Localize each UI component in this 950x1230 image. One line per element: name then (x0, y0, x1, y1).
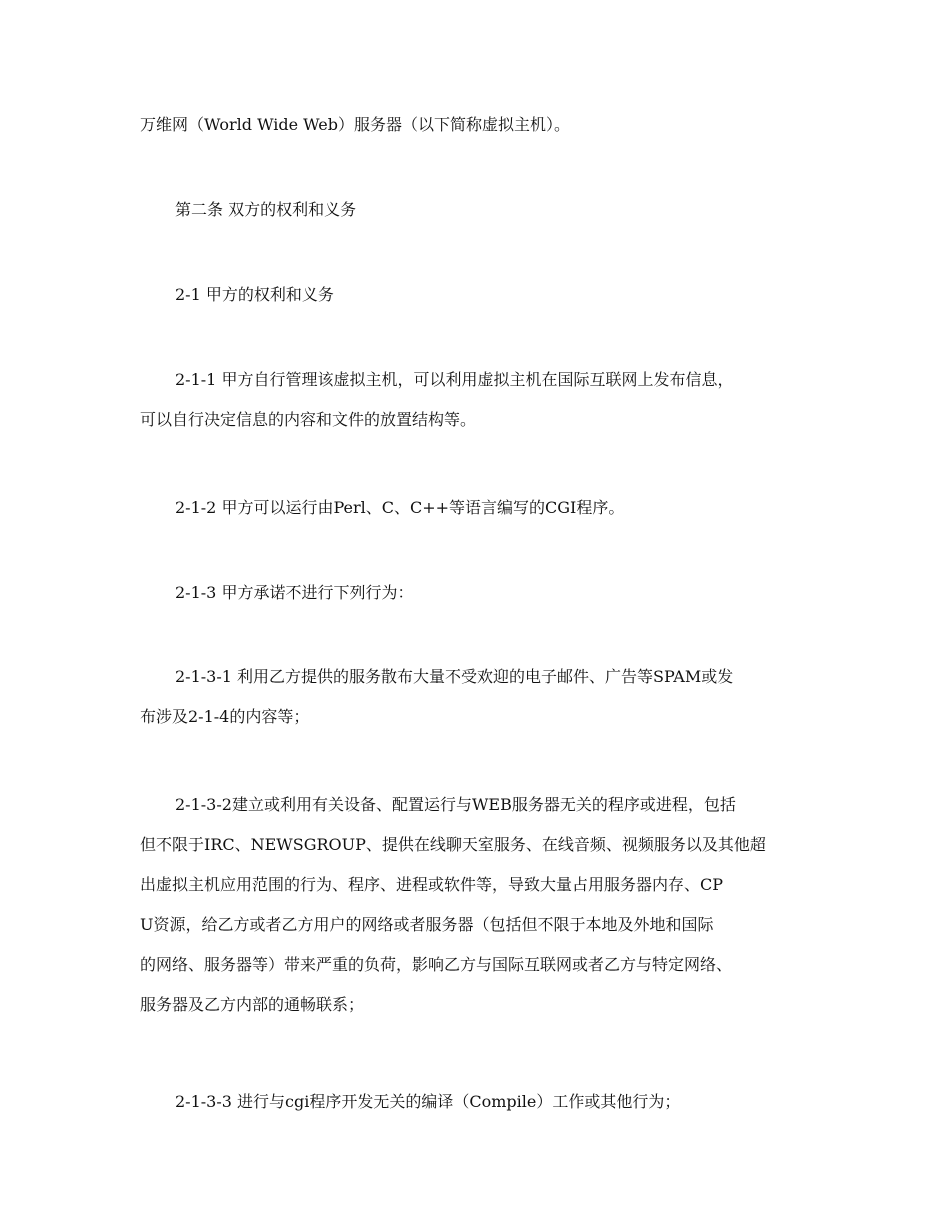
paragraph-line: 2-1-3 甲方承诺不进行下列行为： (175, 583, 414, 602)
article-heading (140, 196, 830, 224)
paragraph-line: 出虚拟主机应用范围的行为、程序、进程或软件等，导致大量占用服务器内存、CP (140, 875, 724, 894)
paragraph-line: 2-1-3-2建立或利用有关设备、配置运行与WEB服务器无关的程序或进程，包括 (175, 795, 736, 814)
paragraph-line: U资源，给乙方或者乙方用户的网络或者服务器（包括但不限于本地及外地和国际 (140, 915, 714, 934)
paragraph-line: 的网络、服务器等）带来严重的负荷，影响乙方与国际互联网或者乙方与特定网络、 (140, 955, 733, 974)
paragraph-line: 2-1 甲方的权利和义务 (175, 285, 334, 304)
paragraph-line: 但不限于IRC、NEWSGROUP、提供在线聊天室服务、在线音频、视频服务以及其他超 (140, 835, 766, 854)
clause-2-1-1 (140, 366, 830, 434)
paragraph-line: 服务器及乙方内部的通畅联系； (140, 995, 365, 1014)
paragraph-line: 2-1-2 甲方可以运行由Perl、C、C++等语言编写的CGI程序。 (175, 498, 625, 517)
paragraph-line: 万维网（World Wide Web）服务器（以下简称虚拟主机）。 (140, 115, 571, 134)
paragraph-line: 2-1-3-1 利用乙方提供的服务散布大量不受欢迎的电子邮件、广告等SPAM或发 (175, 667, 734, 686)
paragraph-line: 2-1-3-3 进行与cgi程序开发无关的编译（Compile）工作或其他行为； (175, 1092, 681, 1111)
paragraph-line: 可以自行决定信息的内容和文件的放置结构等。 (140, 410, 477, 429)
section-heading (140, 281, 830, 309)
clause-2-1-3 (140, 579, 830, 607)
paragraph-line: 布涉及2-1-4的内容等； (140, 707, 310, 726)
clause-2-1-3-2 (140, 791, 830, 1019)
clause-2-1-3-3 (140, 1088, 830, 1116)
clause-2-1-2 (140, 494, 830, 522)
clause-2-1-3-1 (140, 663, 830, 731)
paragraph-line: 2-1-1 甲方自行管理该虚拟主机，可以利用虚拟主机在国际互联网上发布信息， (175, 370, 734, 389)
paragraph-line: 第二条 双方的权利和义务 (175, 200, 357, 219)
paragraph-1 (140, 111, 830, 139)
